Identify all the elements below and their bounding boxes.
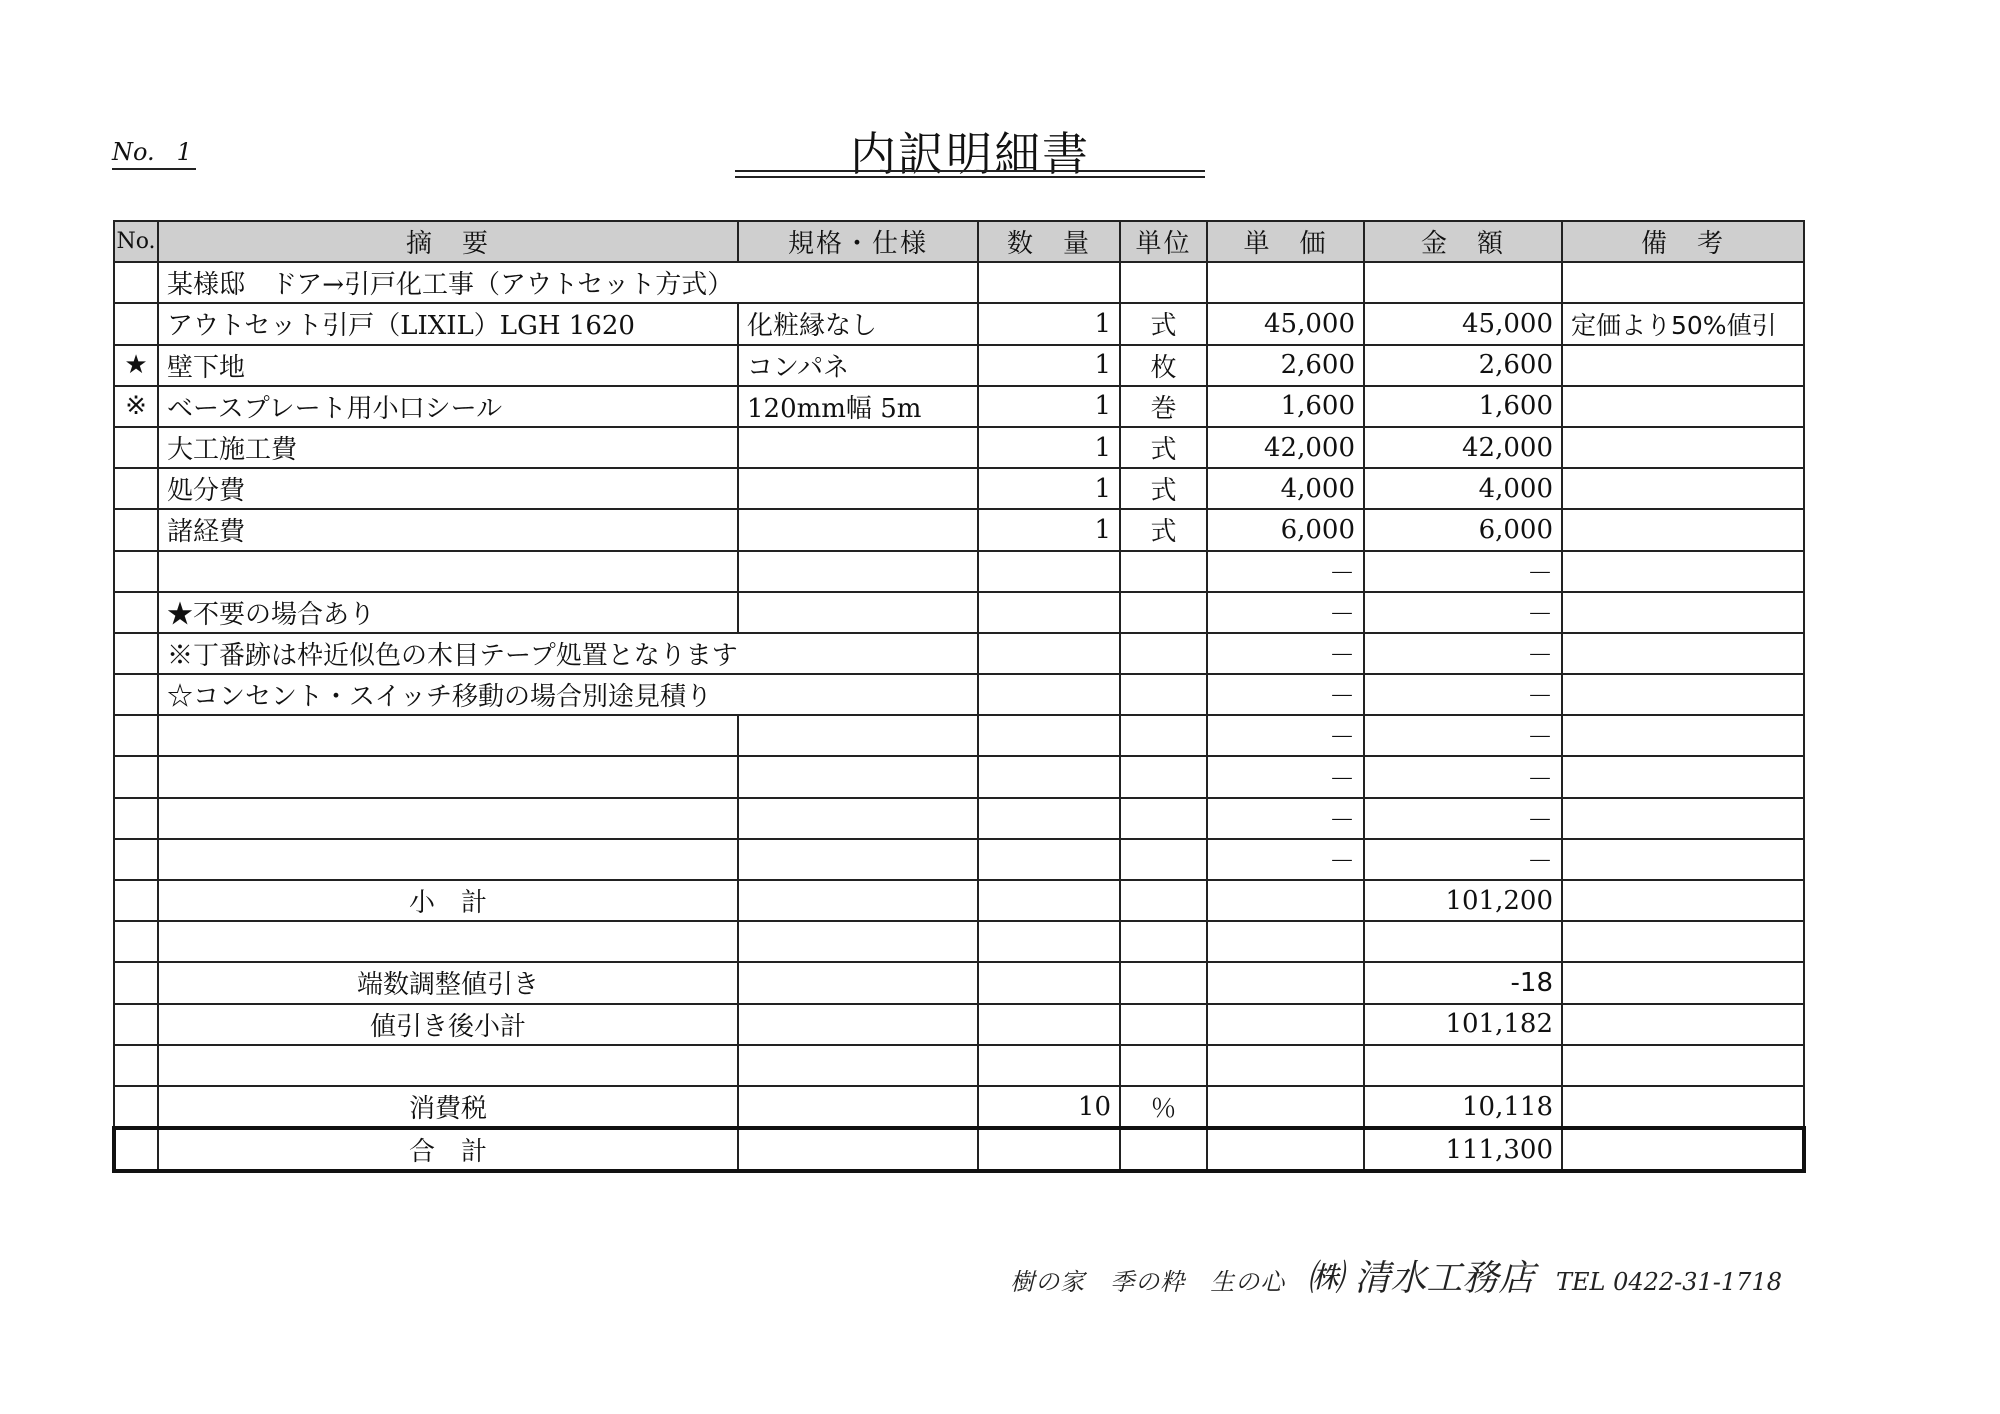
table-row	[114, 345, 1804, 386]
item-quantity: 1	[978, 386, 1120, 427]
note-row	[114, 674, 1804, 715]
item-description: 大工施工費	[158, 427, 738, 468]
subtotal-row	[114, 880, 1804, 921]
item-unit: 式	[1120, 509, 1207, 550]
row-mark: ※	[114, 386, 158, 427]
item-unit: 式	[1120, 303, 1207, 344]
tax-label: 消費税	[158, 1086, 738, 1128]
item-spec: 化粧縁なし	[738, 303, 978, 344]
empty-price-dash: －	[1207, 551, 1364, 592]
col-header-description: 摘 要	[158, 221, 738, 262]
company-slogan: 樹の家 季の粋 生の心	[1010, 1268, 1286, 1296]
total-row	[114, 1128, 1804, 1171]
col-header-unit-price: 単 価	[1207, 221, 1364, 262]
row-mark: ★	[114, 345, 158, 386]
subtotal-amount: 101,200	[1364, 880, 1562, 921]
item-remark	[1562, 468, 1804, 509]
table-row	[114, 798, 1804, 839]
item-quantity: 1	[978, 427, 1120, 468]
item-remark: 定価より50%値引	[1562, 303, 1804, 344]
document-number	[112, 138, 196, 170]
item-unit-price: 6,000	[1207, 509, 1364, 550]
table-row	[114, 1045, 1804, 1086]
document-number-label: No.	[112, 138, 155, 166]
breakdown-table	[112, 220, 1806, 1173]
item-remark	[1562, 386, 1804, 427]
empty-amount-dash: －	[1364, 798, 1562, 839]
row-mark	[114, 509, 158, 550]
note-row	[114, 592, 1804, 633]
item-unit-price: 45,000	[1207, 303, 1364, 344]
table-row	[114, 468, 1804, 509]
document-number-value: 1	[176, 138, 192, 166]
item-unit-price: 1,600	[1207, 386, 1364, 427]
empty-price-dash: －	[1207, 715, 1364, 756]
col-header-quantity: 数 量	[978, 221, 1120, 262]
item-quantity: 1	[978, 468, 1120, 509]
after-discount-amount: 101,182	[1364, 1004, 1562, 1045]
item-amount: 6,000	[1364, 509, 1562, 550]
item-unit: 枚	[1120, 345, 1207, 386]
page-title: 内訳明細書	[850, 127, 1090, 181]
empty-price-dash: －	[1207, 798, 1364, 839]
table-row	[114, 427, 1804, 468]
item-amount: 4,000	[1364, 468, 1562, 509]
table-row	[114, 715, 1804, 756]
item-unit: 式	[1120, 427, 1207, 468]
company-phone: TEL 0422-31-1718	[1555, 1268, 1782, 1296]
total-amount: 111,300	[1364, 1128, 1562, 1171]
row-mark	[114, 303, 158, 344]
project-row	[114, 262, 1804, 303]
empty-price-dash: －	[1207, 839, 1364, 880]
row-mark	[114, 468, 158, 509]
total-label: 合 計	[158, 1128, 738, 1171]
item-description: ベースプレート用小口シール	[158, 386, 738, 427]
item-description: 処分費	[158, 468, 738, 509]
rounding-discount-amount: -18	[1364, 962, 1562, 1003]
empty-amount-dash: －	[1364, 551, 1562, 592]
col-header-amount: 金 額	[1364, 221, 1562, 262]
item-spec: 120mm幅 5m	[738, 386, 978, 427]
row-mark	[114, 427, 158, 468]
table-row	[114, 303, 1804, 344]
item-unit-price: 4,000	[1207, 468, 1364, 509]
table-row	[114, 509, 1804, 550]
item-unit-price: 42,000	[1207, 427, 1364, 468]
project-title: 某様邸 ドア→引戸化工事（アウトセット方式）	[158, 262, 978, 303]
item-quantity: 1	[978, 303, 1120, 344]
empty-amount-dash: －	[1364, 592, 1562, 633]
tax-amount: 10,118	[1364, 1086, 1562, 1128]
empty-price-dash: －	[1207, 756, 1364, 797]
table-row	[114, 756, 1804, 797]
item-remark	[1562, 345, 1804, 386]
item-spec: コンパネ	[738, 345, 978, 386]
subtotal-label: 小 計	[158, 880, 738, 921]
item-amount: 45,000	[1364, 303, 1562, 344]
item-remark	[1562, 427, 1804, 468]
item-spec	[738, 427, 978, 468]
rounding-discount-label: 端数調整値引き	[158, 962, 738, 1003]
after-discount-row	[114, 1004, 1804, 1045]
item-unit: 式	[1120, 468, 1207, 509]
empty-amount-dash: －	[1364, 715, 1562, 756]
table-row	[114, 551, 1804, 592]
note-row	[114, 633, 1804, 674]
company-footer	[1010, 1250, 1782, 1301]
note-text: ※丁番跡は枠近似色の木目テープ処置となります	[158, 633, 978, 674]
table-row	[114, 839, 1804, 880]
table-row	[114, 386, 1804, 427]
tax-rate: 10	[978, 1086, 1120, 1128]
item-description: 諸経費	[158, 509, 738, 550]
empty-price-dash: －	[1207, 674, 1364, 715]
note-text: ★不要の場合あり	[158, 592, 738, 633]
empty-amount-dash: －	[1364, 839, 1562, 880]
empty-price-dash: －	[1207, 633, 1364, 674]
col-header-spec: 規格・仕様	[738, 221, 978, 262]
col-header-remarks: 備 考	[1562, 221, 1804, 262]
item-remark	[1562, 509, 1804, 550]
item-unit-price: 2,600	[1207, 345, 1364, 386]
item-amount: 42,000	[1364, 427, 1562, 468]
item-amount: 1,600	[1364, 386, 1562, 427]
title-underline	[735, 170, 1205, 172]
item-unit: 巻	[1120, 386, 1207, 427]
item-description: 壁下地	[158, 345, 738, 386]
table-header-row	[114, 221, 1804, 262]
table-row	[114, 921, 1804, 962]
item-description: アウトセット引戸（LIXIL）LGH 1620	[158, 303, 738, 344]
empty-amount-dash: －	[1364, 633, 1562, 674]
item-amount: 2,600	[1364, 345, 1562, 386]
title-underline-second	[735, 176, 1205, 178]
item-spec	[738, 509, 978, 550]
empty-price-dash: －	[1207, 592, 1364, 633]
company-name: ㈱ 清水工務店	[1306, 1258, 1535, 1299]
note-text: ☆コンセント・スイッチ移動の場合別途見積り	[158, 674, 978, 715]
tax-row	[114, 1086, 1804, 1128]
rounding-discount-row	[114, 962, 1804, 1003]
col-header-no: No.	[114, 221, 158, 262]
item-quantity: 1	[978, 345, 1120, 386]
item-spec	[738, 468, 978, 509]
empty-amount-dash: －	[1364, 756, 1562, 797]
tax-unit: ％	[1120, 1086, 1207, 1128]
item-quantity: 1	[978, 509, 1120, 550]
col-header-unit: 単位	[1120, 221, 1207, 262]
empty-amount-dash: －	[1364, 674, 1562, 715]
after-discount-label: 値引き後小計	[158, 1004, 738, 1045]
